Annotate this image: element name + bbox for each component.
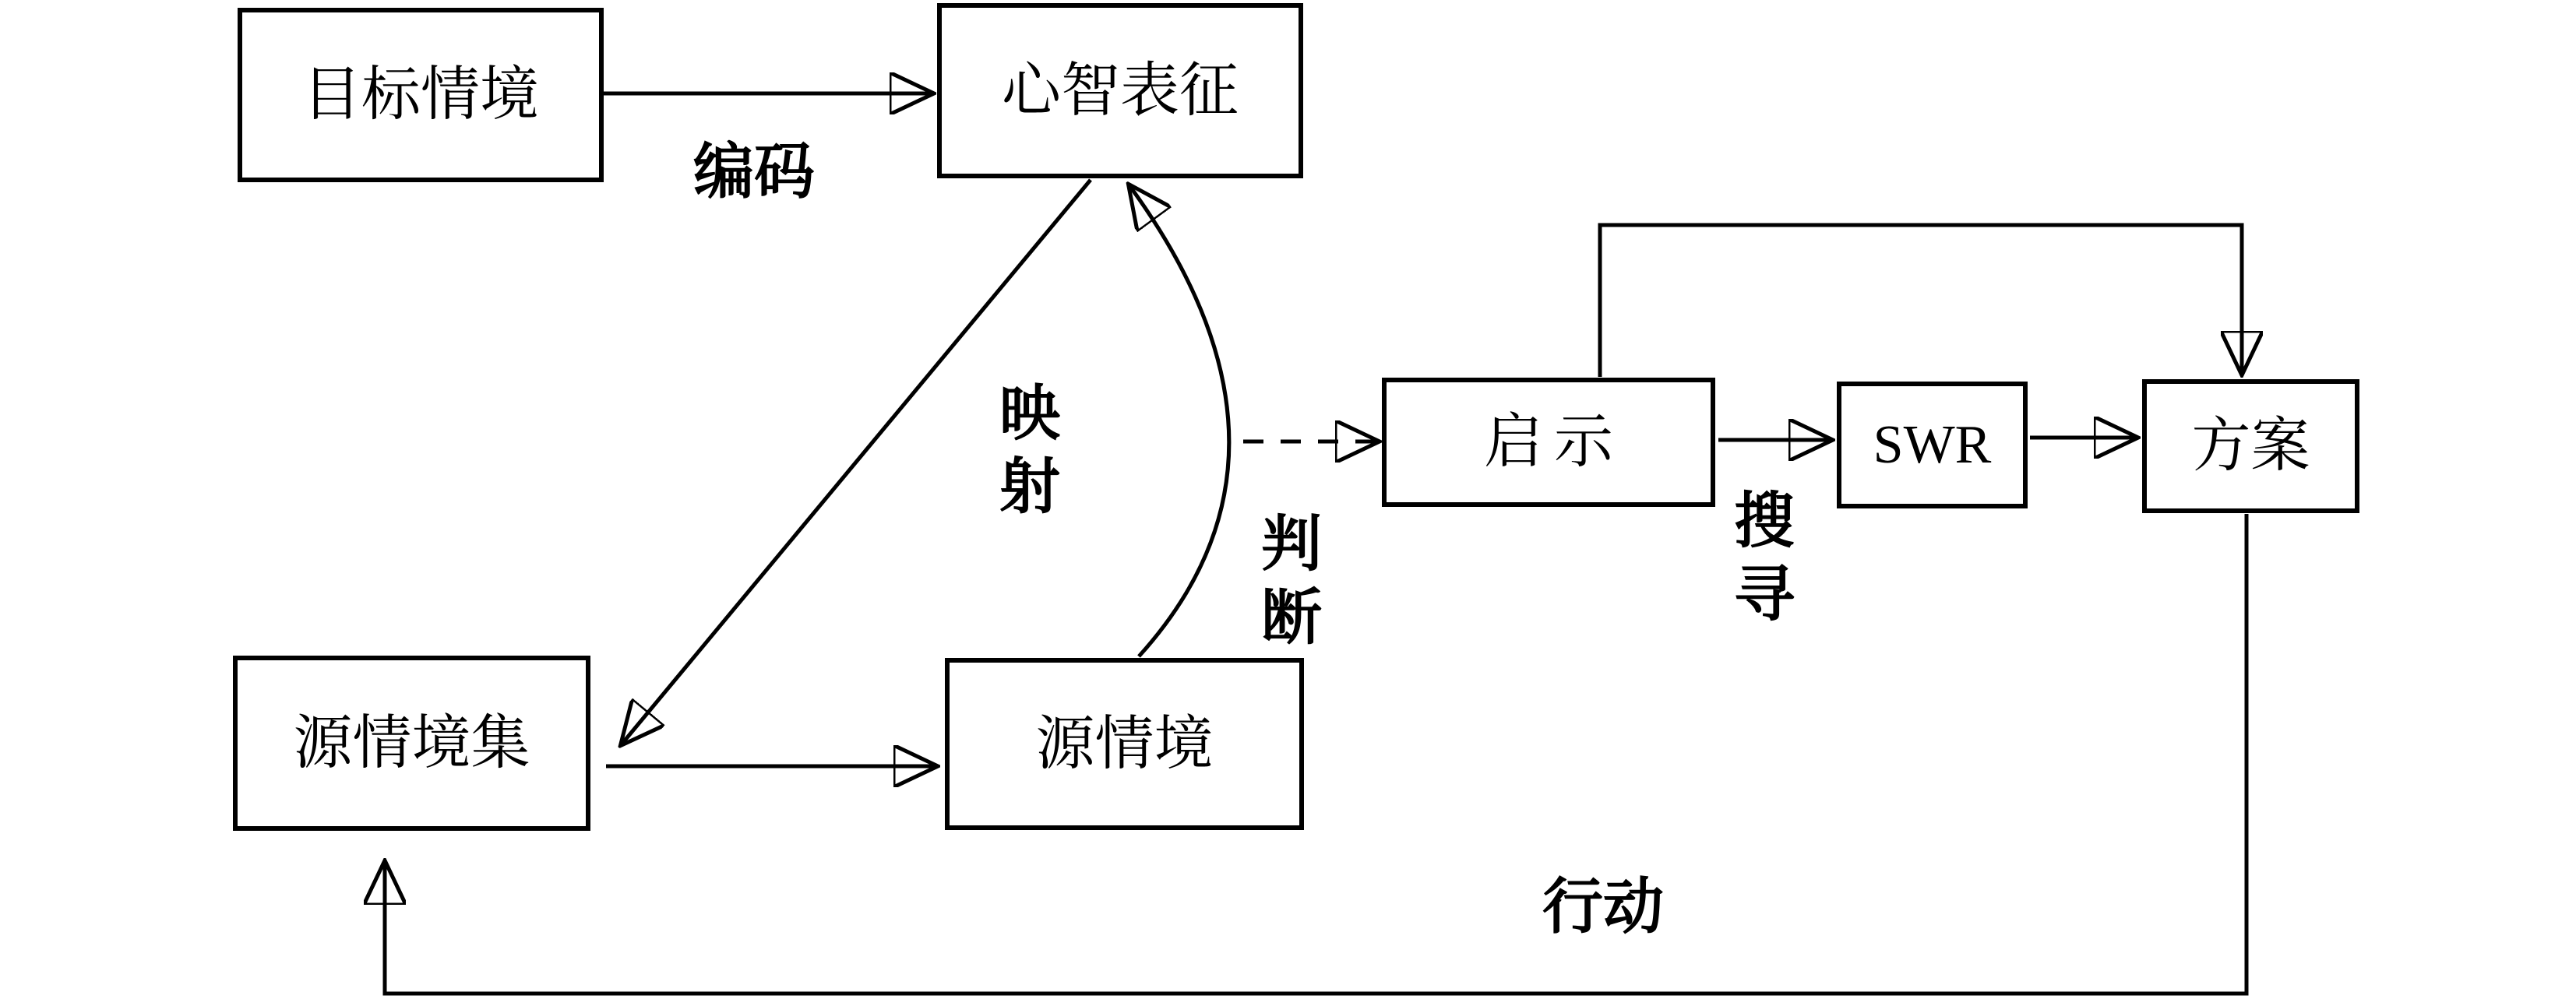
judgment-edge-label: 判断 <box>1260 510 1322 651</box>
mental-representation-box <box>937 3 1303 178</box>
swr-box <box>1837 382 2028 508</box>
encode-edge-label: 编码 <box>692 138 816 206</box>
target-situation-label: 目标情境 <box>302 62 539 128</box>
action-edge-label: 行动 <box>1542 873 1665 941</box>
source-situation-box <box>945 658 1304 830</box>
target-situation-box <box>238 8 604 182</box>
mental-representation-label: 心智表征 <box>1002 58 1239 124</box>
search-edge-label: 搜寻 <box>1733 487 1795 628</box>
source-situation-set-label: 源情境集 <box>293 710 530 776</box>
source-situation-label: 源情境 <box>1035 711 1214 777</box>
swr-label: SWR <box>1873 414 1992 475</box>
inspiration-label: 启示 <box>1484 410 1624 475</box>
mapping-edge-label: 映射 <box>999 379 1060 520</box>
judgment-curved-arrow <box>1129 185 1229 656</box>
inspiration-to-plan-feedback-arrow <box>1600 225 2242 377</box>
source-situation-set-box <box>233 656 590 831</box>
plan-label: 方案 <box>2191 413 2310 479</box>
inspiration-box <box>1382 378 1715 507</box>
plan-box <box>2142 379 2359 513</box>
